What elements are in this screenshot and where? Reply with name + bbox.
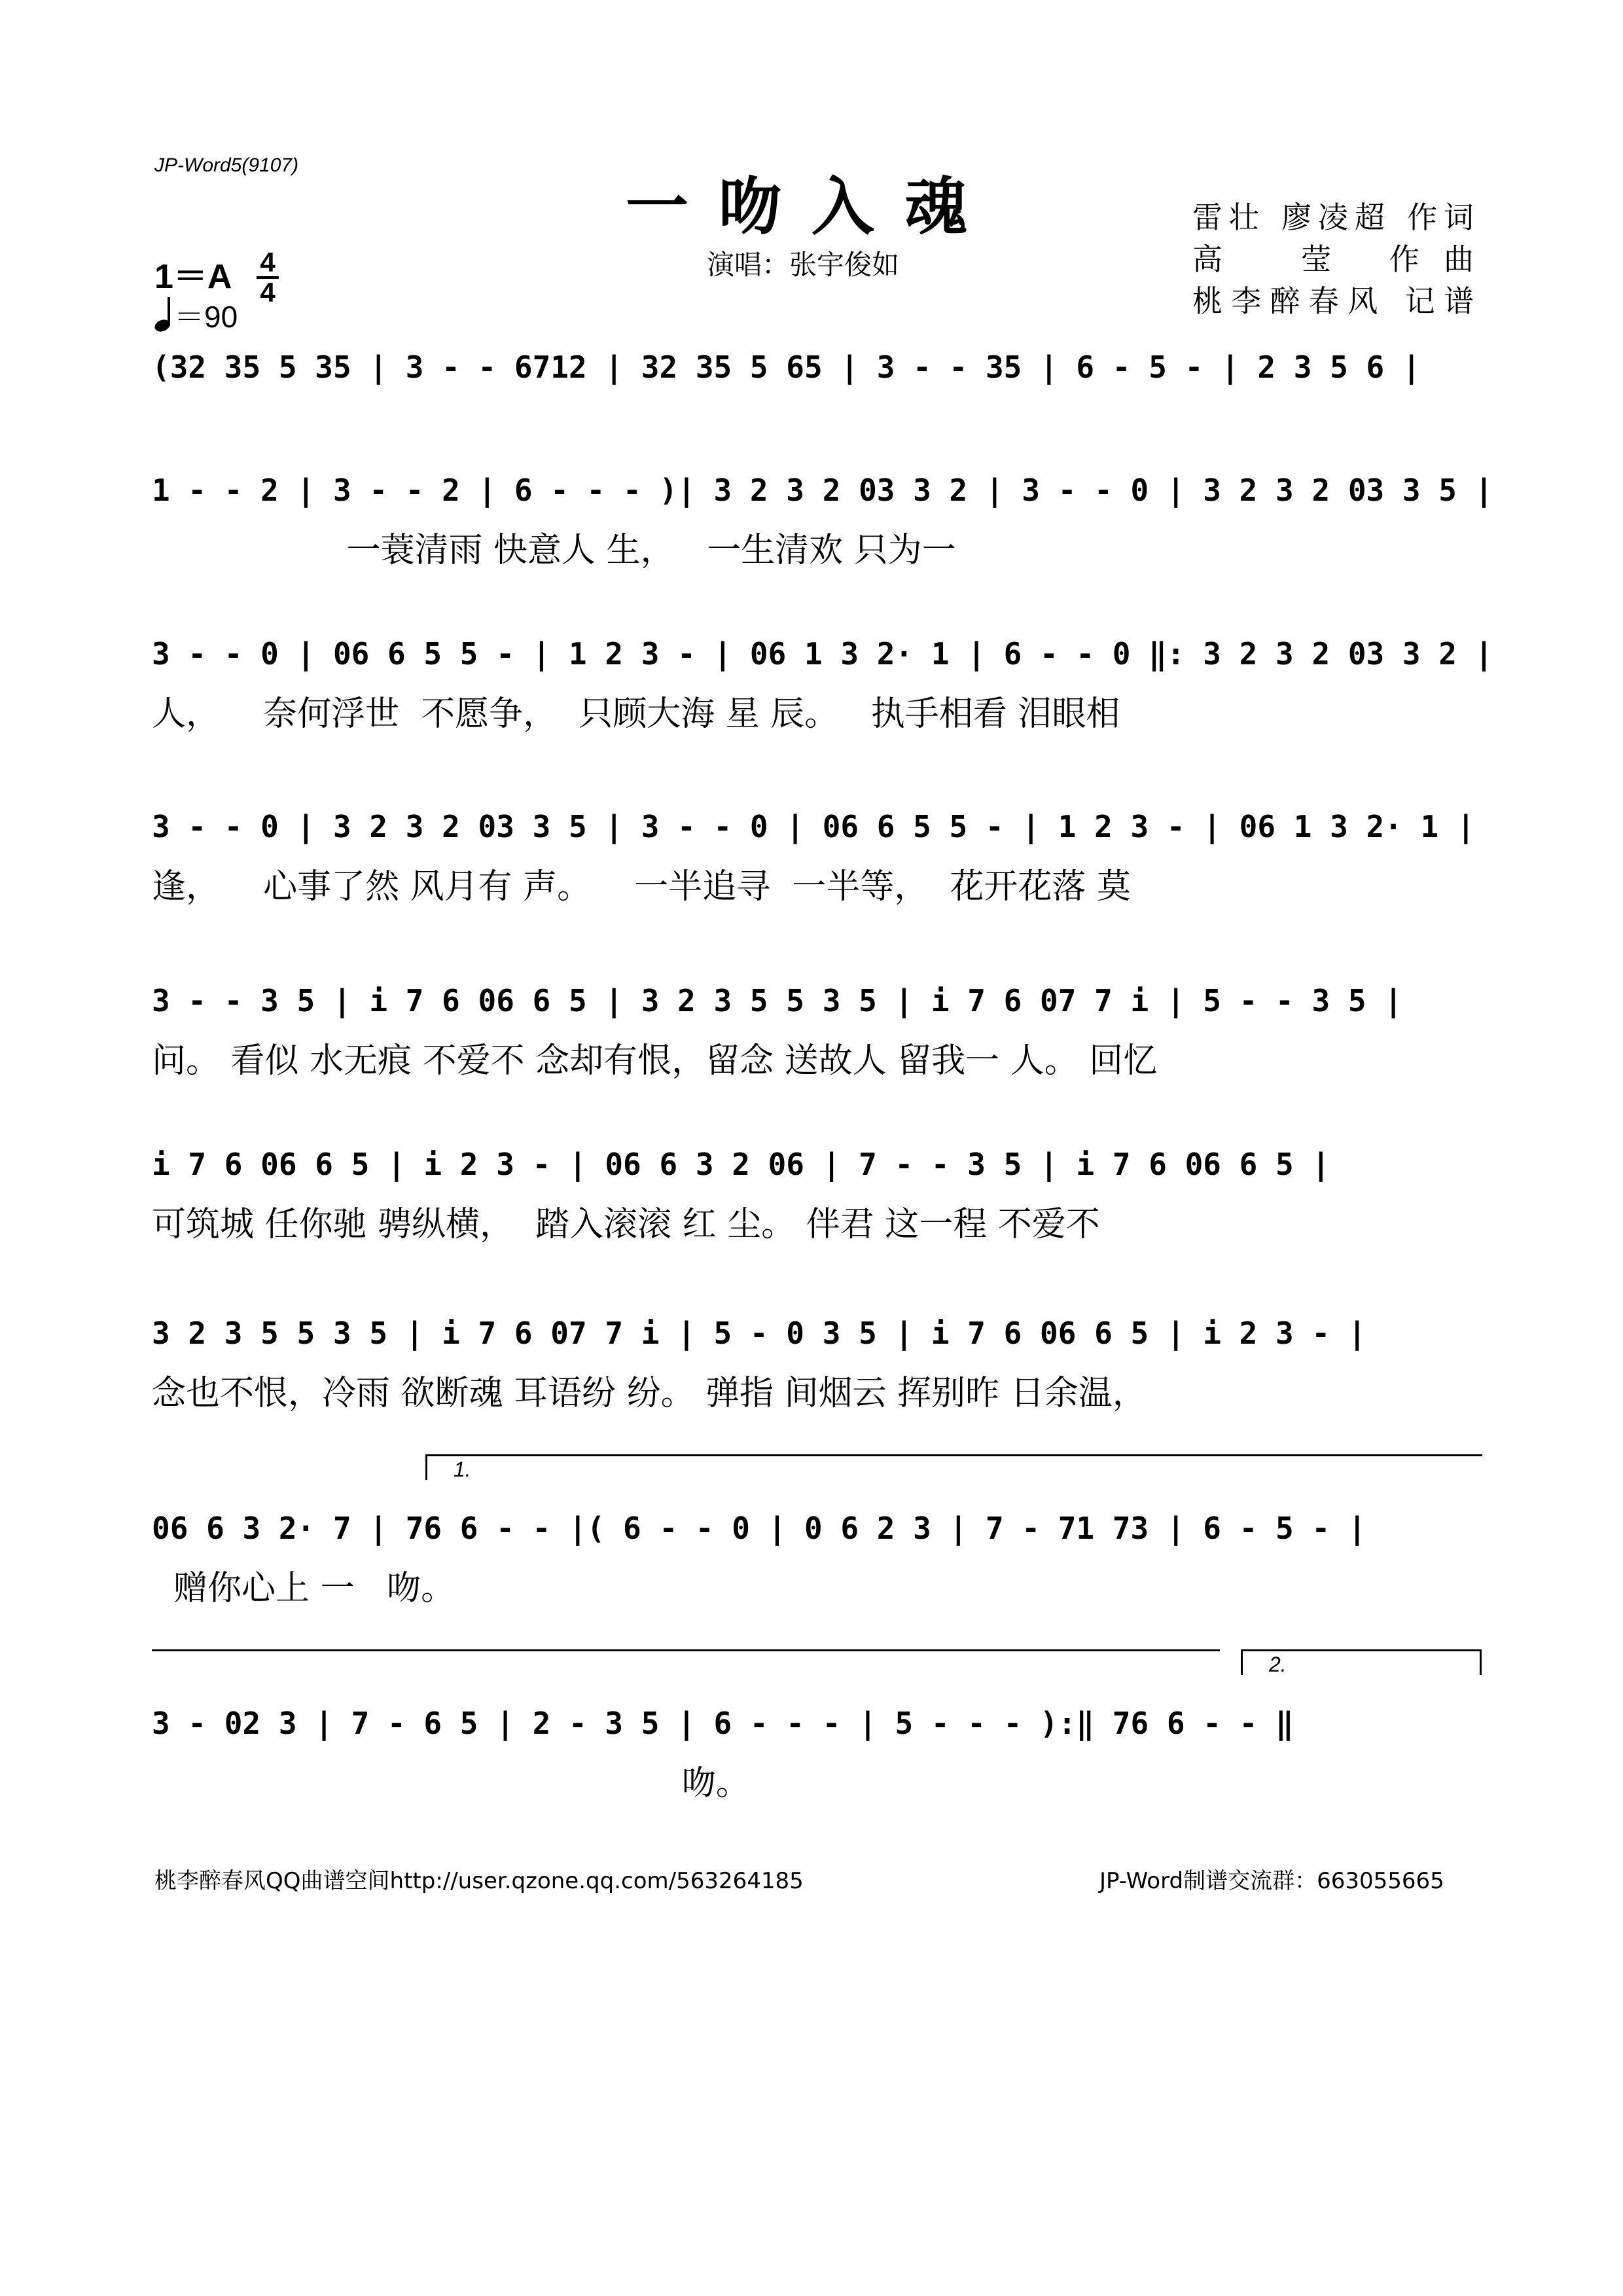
lyric-line: 问。 看似 水无痕 不爱不 念却有恨，留念 送故人 留我一 人。 回忆: [152, 1041, 1158, 1081]
credits-block: [1192, 196, 1474, 322]
lyric-line: 一蓑清雨 快意人 生， 一生清欢 只为一: [152, 531, 956, 570]
notation-line: 1 - - 2 | 3 - - 2 | 6 - - - )| 3 2 3 2 03 3 2 | 3 - - 0 | 3 2 3 2 03 3 5 |: [152, 473, 1493, 508]
time-numerator: 4: [260, 247, 276, 278]
footer-source: 桃李醉春风QQ曲谱空间http://user.qzone.qq.com/563264185: [154, 1868, 804, 1894]
notation-line: i 7 6 06 6 5 | i 2 3 - | 06 6 3 2 06 | 7 - - 3 5 | i 7 6 06 6 5 |: [152, 1147, 1330, 1182]
footer-group: JP-Word制谱交流群：663055665: [1099, 1868, 1444, 1894]
song-title: 一吻入魂: [626, 170, 997, 243]
lyric-line: 吻。: [152, 1764, 750, 1803]
time-denominator: 4: [260, 277, 276, 308]
time-signature: [257, 247, 279, 308]
lyric-line: 人， 奈何浮世 不愿争， 只顾大海 星 辰。 执手相看 泪眼相: [152, 694, 1120, 734]
second-ending-label: 2.: [1269, 1653, 1287, 1676]
first-ending-bracket: [425, 1454, 1482, 1480]
quarter-note-icon: [154, 298, 174, 331]
notation-line: 3 - 02 3 | 7 - 6 5 | 2 - 3 5 | 6 - - - | 5 - - - ):‖ 76 6 - - ‖: [152, 1706, 1294, 1741]
tempo-marking: [154, 293, 238, 336]
software-label: JP-Word5(9107): [154, 154, 299, 176]
tempo-value: ＝90: [174, 300, 238, 334]
lyricist-credit: 雷壮 廖凌超 作词: [1192, 200, 1474, 235]
notation-line: (32 35 5 35 | 3 - - 6712 | 32 35 5 65 | 3 - - 35 | 6 - 5 - | 2 3 5 6 |: [152, 350, 1421, 385]
lyric-line: 逢， 心事了然 风月有 声。 一半追寻 一半等， 花开花落 莫: [152, 867, 1131, 906]
notation-line: 3 - - 0 | 3 2 3 2 03 3 5 | 3 - - 0 | 06 6 5 5 - | 1 2 3 - | 06 1 3 2· 1 |: [152, 809, 1475, 844]
second-ending-bracket: [1241, 1649, 1482, 1675]
composer-credit: 高 莹 作曲: [1192, 242, 1474, 277]
lyric-line: 念也不恨，冷雨 欲断魂 耳语纷 纷。 弹指 间烟云 挥别昨 日余温，: [152, 1374, 1147, 1413]
lyric-line: 赠你心上 一 吻。: [152, 1569, 455, 1608]
lyric-line: 可筑城 任你驰 骋纵横， 踏入滚滚 红 尘。 伴君 这一程 不爱不: [152, 1205, 1100, 1244]
singer-credit: 演唱：张宇俊如: [707, 249, 900, 281]
notation-line: 3 2 3 5 5 3 5 | i 7 6 07 7 i | 5 - 0 3 5 | i 7 6 06 6 5 | i 2 3 - |: [152, 1316, 1366, 1351]
notation-line: 3 - - 3 5 | i 7 6 06 6 5 | 3 2 3 5 5 3 5 | i 7 6 07 7 i | 5 - - 3 5 |: [152, 983, 1402, 1018]
notation-line: 06 6 3 2· 7 | 76 6 - - |( 6 - - 0 | 0 6 2 3 | 7 - 71 73 | 6 - 5 - |: [152, 1511, 1366, 1546]
key-signature: 1＝A: [154, 258, 232, 296]
repeat-bracket-line: [152, 1649, 1220, 1675]
first-ending-label: 1.: [454, 1458, 471, 1481]
transcriber-credit: 桃李醉春风 记谱: [1192, 283, 1474, 319]
notation-line: 3 - - 0 | 06 6 5 5 - | 1 2 3 - | 06 1 3 2· 1 | 6 - - 0 ‖: 3 2 3 2 03 3 2 |: [152, 636, 1493, 672]
